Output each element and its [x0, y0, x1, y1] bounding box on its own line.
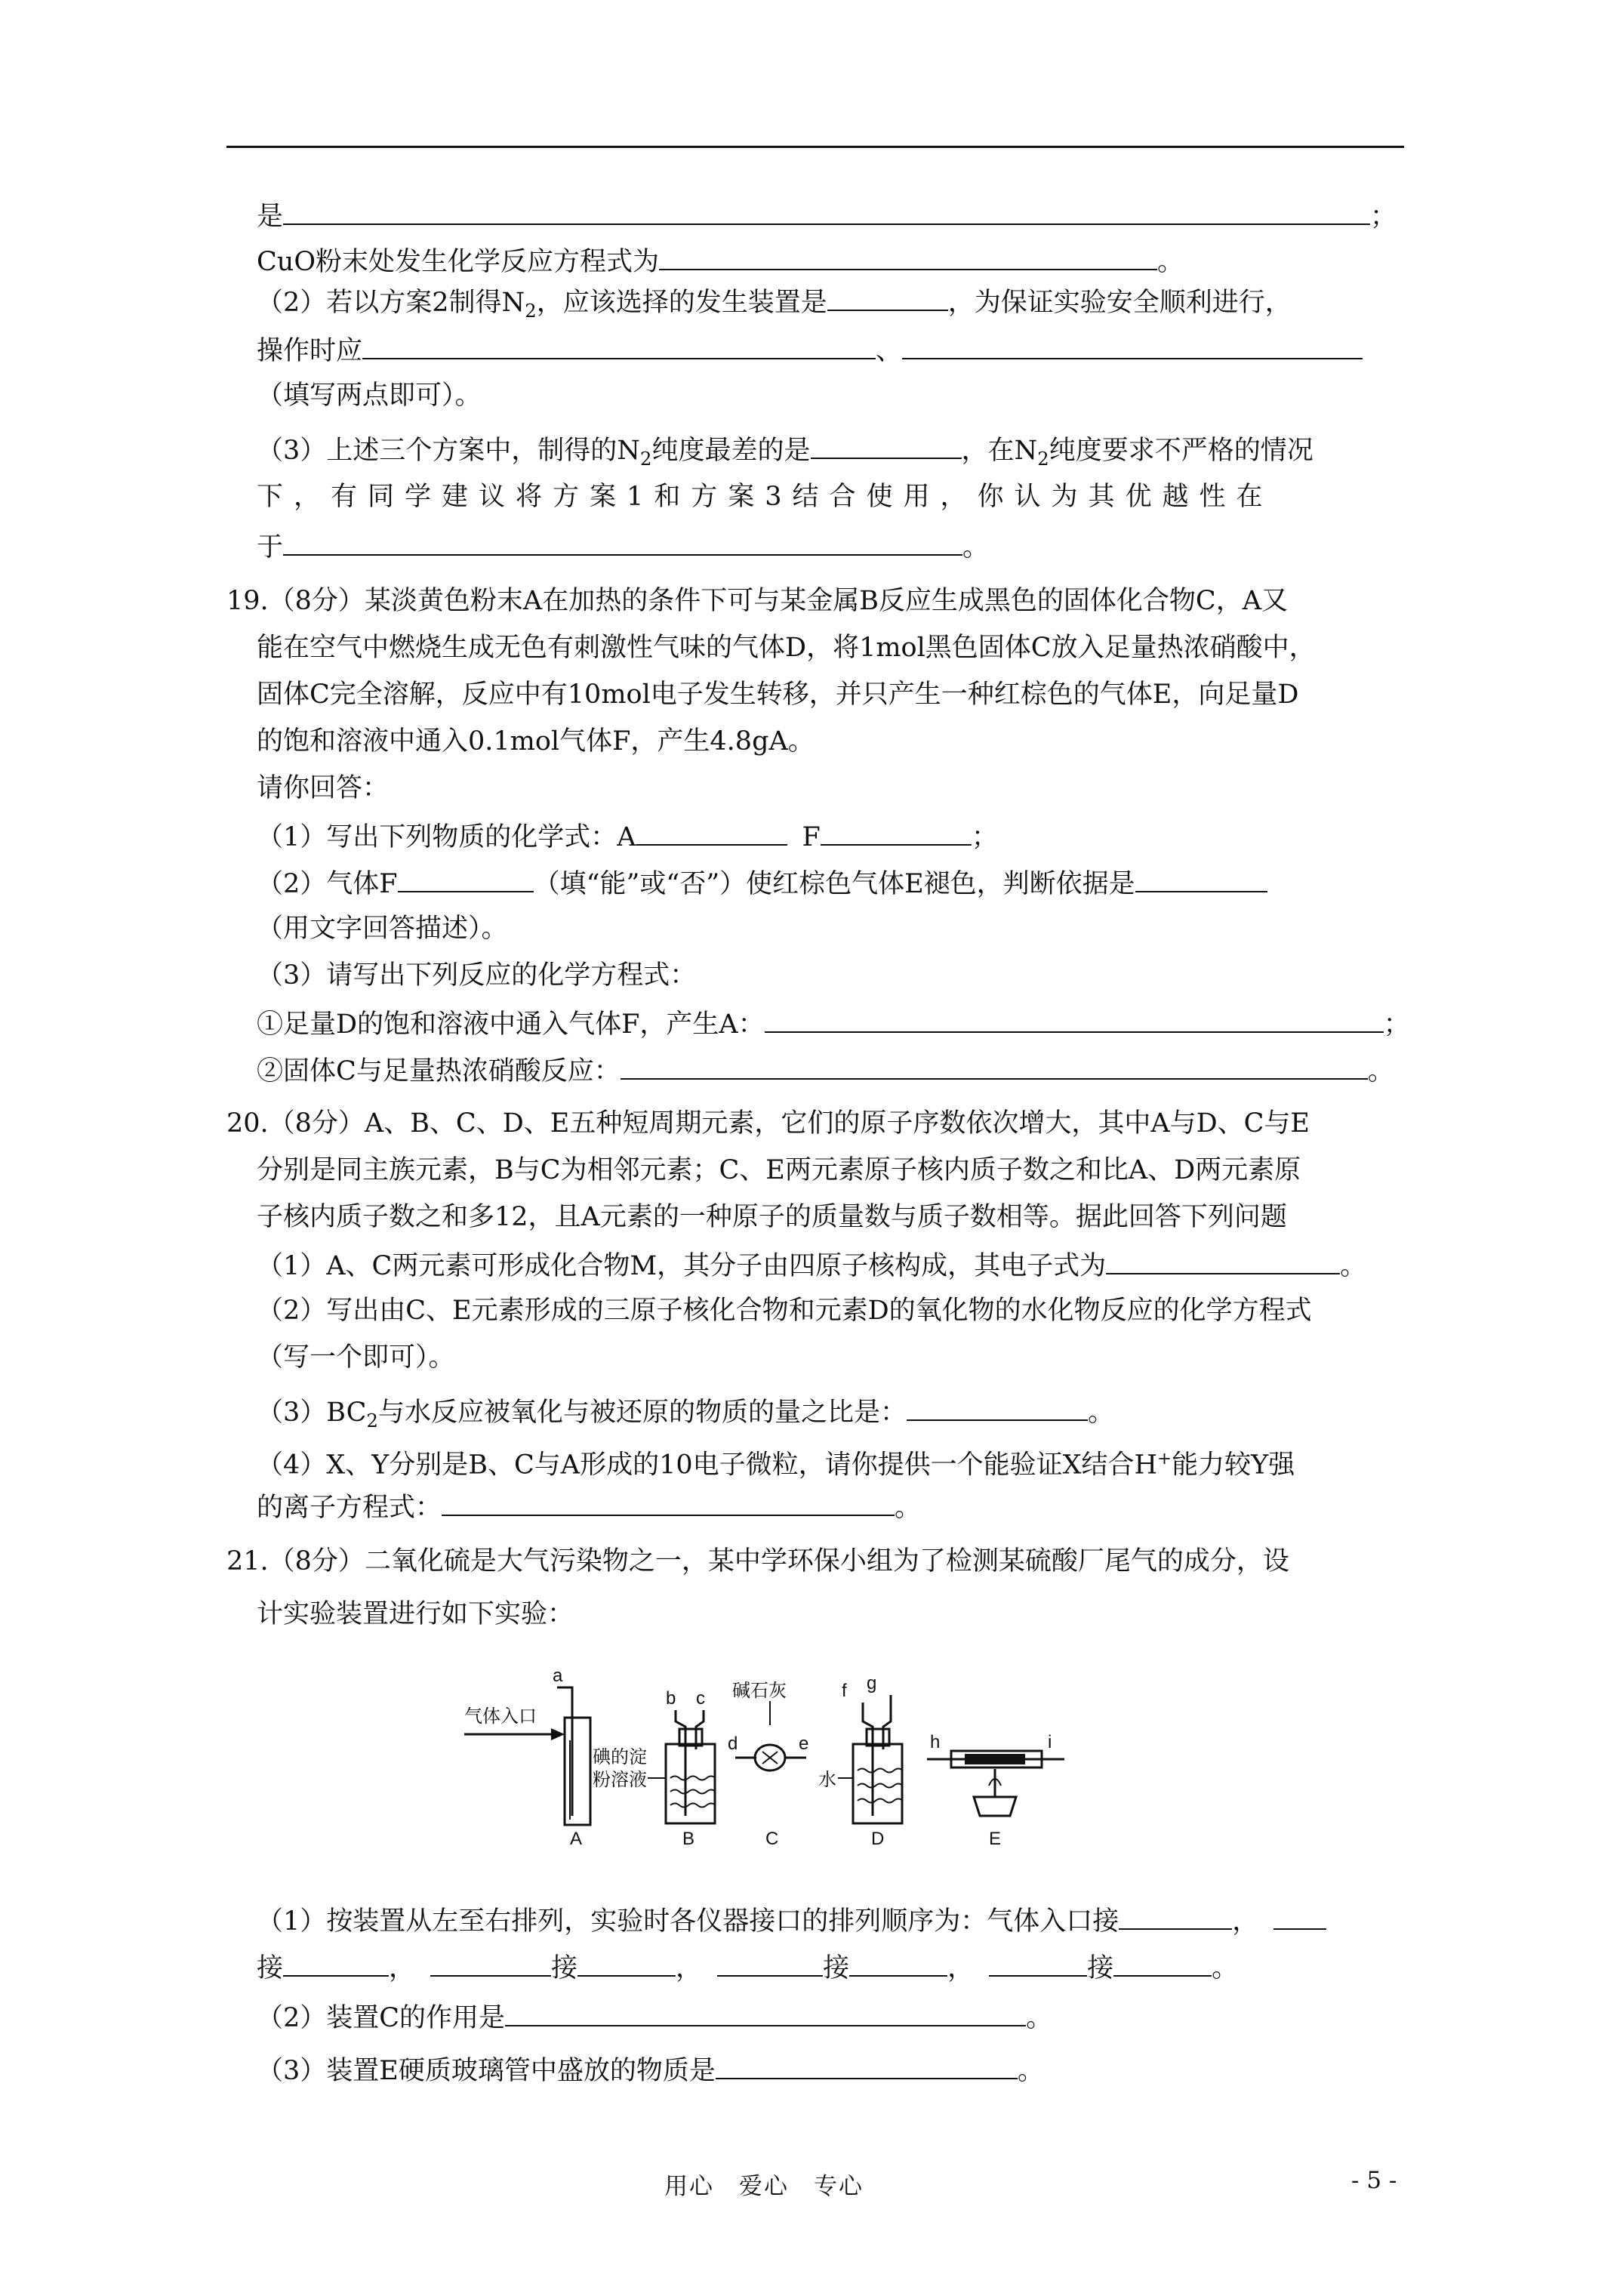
q19-part1: （1）写出下列物质的化学式：A F ； [257, 818, 998, 854]
q20-stem-line2: 分别是同主族元素，B与C为相邻元素；C、E两元素原子核内质子数之和比A、D两元素原 [257, 1155, 1301, 1185]
q18-operation-blank-2[interactable] [902, 332, 1363, 359]
device-D-caption: D [871, 1829, 885, 1846]
q21-order-blank-2[interactable] [1273, 1903, 1326, 1930]
q18-part3-line3: 于 。 [257, 529, 989, 564]
q18-operation-blank-1[interactable] [362, 332, 876, 359]
q20-part1: （1）A、C两元素可形成化合物M，其分子由四原子核构成，其电子式为 。 [257, 1247, 1366, 1283]
q21-order-blank-5[interactable] [577, 1949, 676, 1977]
q21-part3: （3）装置E硬质玻璃管中盛放的物质是 。 [257, 2052, 1044, 2088]
q18-shi-label: 是 [257, 202, 284, 232]
q21-order-blank-1[interactable] [1119, 1903, 1232, 1930]
q21-order-blank-3[interactable] [283, 1949, 389, 1977]
q19-part3: （3）请写出下列反应的化学方程式： [257, 960, 697, 991]
q21-stem-line2: 计实验装置进行如下实验： [257, 1599, 574, 1629]
q21-stem-line1: 21.（8分）二氧化硫是大气污染物之一，某中学环保小组为了检测某硫酸厂尾气的成分，设 [226, 1546, 1289, 1576]
header-rule [226, 146, 1404, 148]
q19-part2-line2: （用文字回答描述）。 [257, 914, 508, 944]
q21-order-blank-9[interactable] [1113, 1949, 1212, 1977]
q18-line-shi [257, 198, 1397, 233]
device-E-caption: E [989, 1829, 1002, 1846]
q20-part3: $(3)BC_2$与水反应被氧化与被还原的物质的量之比是： 。 [257, 1394, 1114, 1438]
q18-part2-line3: （填写两点即可）。 [257, 381, 482, 411]
footer-motto: 用心 爱心 专心 [664, 2173, 864, 2200]
arrow-head-icon [551, 1728, 565, 1740]
device-B-caption: B [682, 1829, 695, 1846]
device-A-caption: A [570, 1829, 583, 1846]
q21-order-blank-7[interactable] [849, 1949, 947, 1977]
q18-line-cuo: CuO粉末处发生化学反应方程式为 。 [257, 243, 1184, 279]
q21-part2: （2）装置C的作用是 。 [257, 1999, 1052, 2035]
q18-part2-line2: 操作时应 、 [257, 332, 1363, 368]
q19-stem-line3: 固体C完全溶解，反应中有10mol电子发生转移，并只产生一种红棕色的气体E，向足量D [257, 680, 1299, 710]
port-g-label: g [867, 1673, 877, 1693]
iodine-starch-label-2: 粉溶液 [593, 1770, 647, 1790]
q19-stem-line2: 能在空气中燃烧生成无色有刺激性气味的气体D，将1mol黑色固体C放入足量热浓硝酸中， [257, 633, 1316, 663]
q19-F-formula-blank[interactable] [821, 818, 972, 846]
q21-tube-substance-blank[interactable] [716, 2052, 1018, 2079]
port-i-label: i [1048, 1732, 1052, 1752]
apparatus-figure [460, 1665, 1178, 1846]
water-label: 水 [818, 1770, 836, 1790]
q19-stem-line1: 19.（8分）某淡黄色粉末A在加热的条件下可与某金属B反应生成黑色的固体化合物C，A又 [226, 586, 1288, 616]
q18-cuo-label: CuO粉末处发生化学反应方程式为 [257, 247, 660, 277]
q20-part2-line1: （2）写出由C、E元素形成的三原子核化合物和元素D的氧化物的水化物反应的化学方程式 [257, 1296, 1312, 1326]
q20-stem-line1: 20.（8分）A、B、C、D、E五种短周期元素，它们的原子序数依次增大，其中A与D、C与E [226, 1108, 1310, 1139]
q19-can-decolor-blank[interactable] [398, 865, 534, 892]
q20-stem-line3: 子核内质子数之和多12，且A元素的一种原子的质量数与质子数相等。据此回答下列问题 [257, 1202, 1287, 1232]
soda-lime-label: 碱石灰 [732, 1681, 787, 1701]
iodine-starch-label-1: 碘的淀 [593, 1747, 647, 1767]
q19-A-formula-blank[interactable] [636, 818, 787, 846]
port-b-label: b [666, 1688, 676, 1709]
q19-prompt: 请你回答： [257, 773, 390, 803]
q18-part2-line1: （2）若以方案2制得$N_2$，应该选择的发生装置是 ，为保证实验安全顺利进行， [257, 284, 1292, 328]
q19-part2: （2）气体F （填“能”或“否”）使红棕色气体E褪色，判断依据是 [257, 865, 1267, 901]
q19-part3-ii: ②固体C与足量热浓硝酸反应： 。 [257, 1052, 1394, 1088]
q21-device-C-role-blank[interactable] [505, 1999, 1026, 2026]
q18-advantage-blank[interactable] [283, 529, 962, 556]
q21-order-blank-6[interactable] [717, 1949, 823, 1977]
q20-ionic-equation-blank[interactable] [442, 1489, 895, 1516]
page-number: - 5 - [1351, 2167, 1397, 2194]
q18-part3-line2: 下，有同学建议将方案1和方案3结合使用，你认为其优越性在 [257, 482, 1273, 512]
port-a-label: a [553, 1666, 563, 1686]
q18-semicolon: ； [1370, 202, 1397, 232]
q20-ratio-blank[interactable] [907, 1394, 1088, 1421]
q20-part4-line1: （4）X、Y分别是B、C与A形成的10电子微粒，请你提供一个能验证X结合H+能力较Y强 [257, 1449, 1295, 1481]
q19-equation-1-blank[interactable] [765, 1006, 1384, 1033]
device-A-tube [565, 1718, 590, 1825]
q21-order-blank-4[interactable] [430, 1949, 551, 1977]
q18-worst-purity-blank[interactable] [811, 432, 962, 459]
q18-device-blank[interactable] [827, 284, 948, 311]
q20-part2-line2: （写一个即可）。 [257, 1342, 455, 1373]
port-e-label: e [799, 1734, 809, 1754]
q18-cuo-blank[interactable] [659, 243, 1157, 270]
alcohol-lamp [974, 1797, 1016, 1816]
q21-part1-line2: 接 ， 接 ， 接 ， 接 。 [257, 1949, 1238, 1985]
port-f-label: f [842, 1681, 847, 1701]
q19-stem-line4: 的饱和溶液中通入0.1mol气体F，产生4.8gA。 [257, 726, 815, 757]
q19-equation-2-blank[interactable] [621, 1052, 1368, 1080]
q19-part3-i: ①足量D的饱和溶液中通入气体F，产生A： ； [257, 1006, 1410, 1041]
gas-inlet-label: 气体入口 [464, 1706, 537, 1727]
q21-part1-line1: （1）按装置从左至右排列，实验时各仪器接口的排列顺序为：气体入口接 ， [257, 1903, 1326, 1938]
device-B-bottle [666, 1744, 715, 1823]
port-h-label: h [930, 1732, 941, 1752]
q21-order-blank-8[interactable] [989, 1949, 1087, 1977]
q18-blank-1[interactable] [283, 198, 1370, 225]
port-d-label: d [728, 1734, 738, 1754]
q20-electron-formula-blank[interactable] [1106, 1247, 1340, 1274]
q18-part3-line1: （3）上述三个方案中，制得的$N_2$纯度最差的是 ，在$N_2$纯度要求不严格的情况 [257, 432, 1313, 476]
device-C-caption: C [765, 1829, 779, 1846]
q19-basis-blank[interactable] [1135, 865, 1267, 892]
q20-part4-line2: 的离子方程式： 。 [257, 1489, 921, 1524]
port-c-label: c [696, 1688, 705, 1709]
